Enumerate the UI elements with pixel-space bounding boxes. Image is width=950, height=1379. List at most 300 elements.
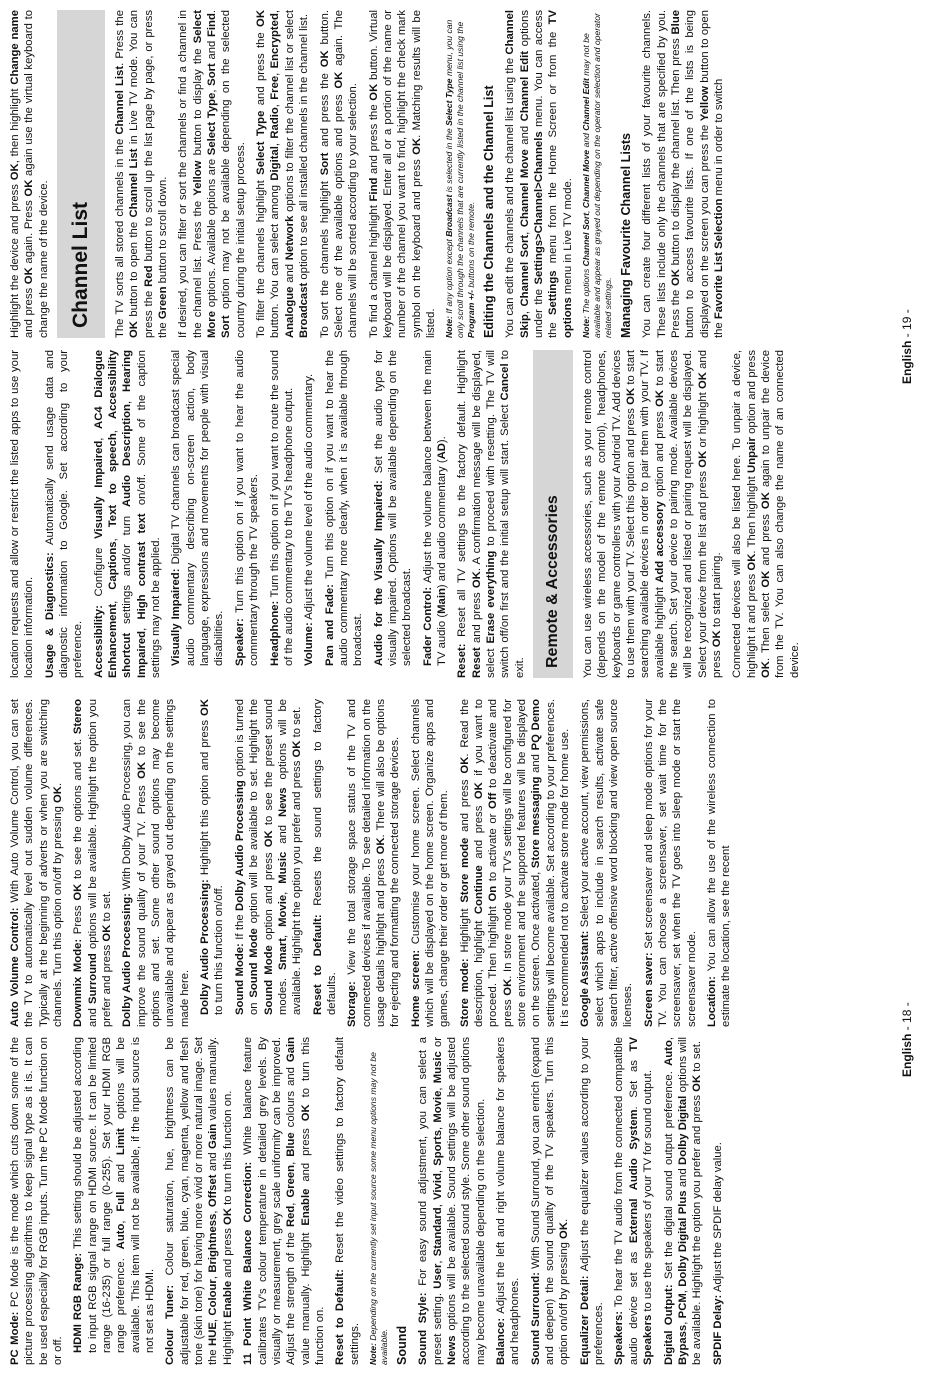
bold-term: Settings>Channel>Channels	[533, 131, 546, 285]
text-run: Set screensaver and sleep mode options for your TV. You can choose a screensaver, set wait time for the screensaver, set when the TV goes into sleep mode or start the screensaver mode.	[642, 699, 698, 1027]
text-run: to turn this function on/off.	[213, 885, 226, 1015]
bold-term: Channel List	[114, 65, 127, 135]
bold-term: Audio for the Visually Impaired:	[372, 480, 385, 666]
bold-term: Music	[431, 1051, 444, 1084]
bold-term: OK	[458, 756, 471, 774]
text-run: ).	[435, 436, 448, 444]
bold-term: OK	[711, 630, 724, 648]
bold-term: OK	[9, 163, 21, 181]
text-run: . A confirmation message will be displayed, select	[470, 350, 497, 678]
text-run: PC Mode is the mode which cuts down some of the picture processing algorithms to keep signal type as it is. It can be used especially for RGB inputs. Turn the PC Mode function on or off.	[9, 1037, 65, 1365]
text-run: again. The channels will be sorted according to your selection.	[332, 10, 360, 338]
text-run: button. Select one of the available options and press	[318, 10, 345, 338]
paragraph	[113, 10, 170, 338]
text-run: to deactivate and press	[487, 699, 514, 1027]
bold-term: Channel Move	[518, 149, 531, 228]
bold-term: Store messaging	[530, 776, 543, 869]
text-run: to turn this function on.	[221, 1090, 234, 1208]
bold-term: Digital Output:	[662, 1284, 675, 1365]
text-run: button to open the	[698, 10, 726, 338]
bold-term: OK	[332, 71, 345, 89]
bold-term: Note:	[367, 1343, 378, 1365]
text-run: options will be available. Highlight the option you prefer and press	[676, 1037, 704, 1365]
text-run: and press	[760, 509, 773, 571]
text-run: button. You can select among	[269, 180, 282, 338]
bold-term: SPDIF Delay:	[711, 1294, 724, 1365]
text-run: ,	[206, 85, 219, 93]
text-run: and	[676, 1164, 689, 1191]
bold-term: Captions	[107, 541, 120, 590]
bold-term: Colour	[207, 1279, 220, 1316]
text-run: The options	[581, 266, 592, 317]
bold-term: AD	[435, 443, 448, 460]
bold-term: Free	[269, 75, 282, 100]
text-run: option and press	[262, 847, 275, 946]
bold-term: Accessibility shortcut	[107, 350, 134, 678]
bold-term: OK	[653, 389, 666, 407]
bold-term: OK	[23, 179, 36, 197]
bold-term: High contrast text	[135, 513, 148, 620]
page-footer	[900, 309, 914, 384]
bold-term: Reset	[470, 647, 483, 678]
bold-term: OK	[291, 740, 304, 758]
text-run: , then highlight	[9, 84, 21, 164]
bold-term: OK	[691, 1074, 704, 1092]
text-run: Adjust the SPDIF delay value.	[711, 1142, 724, 1295]
text-run: in Live TV mode. You can press the	[128, 10, 155, 338]
paragraph	[455, 350, 527, 678]
note	[368, 1037, 389, 1365]
bold-term: OK	[135, 761, 148, 779]
paragraph	[233, 699, 305, 1027]
text-run: button to open the	[128, 217, 141, 322]
bold-term: Auto	[115, 1223, 128, 1250]
text-run: Highlight this option and press	[199, 715, 212, 880]
text-run: ,	[121, 392, 134, 405]
bold-term: Text to speech	[107, 433, 120, 528]
text-run: and press the	[318, 67, 331, 153]
bold-term: Music	[276, 851, 289, 884]
text-run: To hear the TV audio from the connected compatible audio device set as	[613, 1037, 640, 1365]
text-run: options to filter the channel list or select	[283, 10, 296, 216]
paragraph	[345, 699, 402, 1027]
text-run: ,	[107, 419, 120, 434]
paragraph	[71, 699, 114, 1027]
text-run: Turn this option on if you want to hear the audio commentary through the TV speakers.	[233, 350, 261, 666]
text-run: The TV sorts all stored channels in the	[114, 134, 127, 338]
bold-term: Sound Mode	[262, 945, 275, 1015]
bold-term: Store mode:	[458, 958, 471, 1027]
paragraph	[503, 10, 575, 338]
bold-term: OK	[760, 492, 773, 510]
bold-term: Red	[142, 265, 155, 287]
text-run: to activate or	[487, 808, 500, 886]
bold-term: Find	[367, 177, 380, 202]
bold-term: News	[276, 787, 289, 818]
bold-term: Blue	[285, 1132, 298, 1157]
text-run: If any option except	[444, 236, 455, 317]
text-run: options will be available. Sound settings will be adjusted according to the selected sound style. Some other sound options may become unavailable depending on the selection.	[446, 1037, 487, 1365]
paragraph	[92, 350, 164, 678]
paragraph	[233, 350, 262, 678]
bold-term: Sound Mode	[248, 928, 261, 998]
text-run: ,	[276, 883, 289, 895]
text-run: to set.	[291, 706, 304, 741]
bold-term: Radio	[269, 107, 282, 139]
paragraph	[71, 1037, 157, 1365]
bold-term: News	[446, 1335, 459, 1365]
paragraph	[318, 10, 361, 338]
text-run: menu in order to switch	[713, 78, 726, 199]
paragraph	[302, 350, 316, 678]
text-run: If desired, you can filter or sort the channels or find a channel in the channel list. Press the	[177, 10, 204, 338]
bold-term: Brightness	[207, 1213, 220, 1273]
bold-term: OK	[221, 1208, 234, 1225]
bold-term: HDMI RGB Range:	[72, 1252, 85, 1353]
bold-term: Colour Tuner:	[164, 1284, 177, 1365]
bold-term: Red	[285, 1205, 298, 1228]
paragraph	[333, 1037, 362, 1365]
text-run: to start searching available devices in order to pair them with your TV. If available highlight	[625, 350, 666, 678]
bold-term: OK	[318, 50, 331, 68]
bold-term: OK	[199, 699, 212, 716]
bold-term: Add accessory	[653, 501, 666, 583]
text-run: Reset the video settings to factory default settings.	[334, 1037, 361, 1365]
text-run: again to unpair the device from the TV. You can also change the name of an connected device.	[760, 350, 801, 678]
paragraph	[198, 699, 227, 1027]
text-run: to see the preset sound modes.	[262, 699, 289, 1015]
bold-term: Channel List	[128, 148, 141, 218]
text-run: ,	[431, 1256, 444, 1264]
bold-term: Favorite List Selection	[713, 198, 726, 320]
bold-term: OK	[374, 837, 387, 855]
bold-term: OK	[23, 267, 36, 285]
text-run: . Matching results will be listed.	[410, 10, 437, 338]
page-footer	[900, 1002, 914, 1077]
text-run: View the total storage space status of the TV and connected devices if available. To see detailed information on the usage details highlight and press	[346, 699, 387, 1027]
bold-term: Channel Move	[581, 149, 592, 209]
bold-term: Dolby Audio Processing:	[199, 879, 212, 1015]
text-run: This setting should be adjusted according to input RGB signal range on HDMI source. It can be limited range (16-235) or full range (0-255). Set your HDMI RGB range preference.	[72, 1037, 128, 1353]
text-run: Select your active account, view permissions, select which apps to include in search results, activate safe search filter, active offensive word blocking and view open source licenses.	[579, 699, 635, 1027]
text-run: ,	[518, 227, 531, 235]
text-run: and	[581, 130, 592, 150]
bold-term: Pan and Fade:	[323, 584, 336, 666]
text-run: Set the digital sound output preference.	[662, 1065, 675, 1285]
paragraph	[409, 699, 452, 1027]
text-run: option and press	[745, 350, 758, 438]
bold-term: Downmix Mode:	[72, 938, 85, 1027]
text-run: and	[115, 1155, 128, 1192]
text-run: ,	[676, 1318, 689, 1325]
text-run: option to see all installed channels in the channel list.	[298, 13, 311, 283]
paragraph	[254, 10, 311, 338]
paragraph	[8, 10, 51, 338]
bold-term: OK	[558, 1222, 571, 1239]
text-run: ,	[431, 1122, 444, 1130]
text-run: if you want to proceed. Then highlight	[472, 699, 500, 1027]
text-run: .	[558, 1218, 571, 1223]
paragraph	[642, 699, 699, 1027]
paragraph	[169, 350, 226, 678]
text-run: ,	[269, 99, 282, 108]
text-run: or	[431, 1037, 444, 1052]
bold-term: Encrypted	[269, 13, 282, 69]
text-run: and press the	[255, 26, 268, 111]
bold-term: Balance:	[495, 1317, 508, 1365]
text-run: option may not be available depending on the selected country during the initial setup process.	[220, 10, 247, 338]
text-run: ,	[107, 589, 120, 604]
text-run: ) and audio commentary (	[435, 459, 448, 589]
paragraph	[640, 10, 726, 338]
paragraph	[529, 1037, 572, 1365]
text-run: to use the speakers of your TV for sound output.	[642, 1070, 655, 1315]
column-3	[8, 350, 868, 678]
text-run: to set.	[101, 890, 114, 925]
text-run: ,	[135, 619, 148, 631]
bold-term: OK	[299, 1104, 312, 1122]
bold-term: Smart	[276, 937, 289, 970]
text-run: option will be available to set. Highlight the	[248, 699, 261, 929]
bold-term: Settings	[547, 270, 560, 316]
bold-term: OK	[696, 450, 709, 468]
text-run: ,	[662, 1037, 675, 1041]
text-run: ,	[676, 1286, 689, 1294]
bold-term: OK	[760, 570, 773, 588]
text-run: value manually. Highlight	[299, 1225, 312, 1365]
paragraph	[421, 350, 450, 678]
text-run: options will be available. Highlight the option you prefer and press	[276, 699, 304, 1015]
bold-term: Analogue	[283, 286, 296, 338]
bold-term: TV options	[547, 10, 574, 338]
text-run: ,	[269, 10, 282, 14]
footer-language: English	[900, 1033, 914, 1077]
text-run: With Auto Volume Control, you can set the TV to automatically level out sudden volume differences. Typically at the beginning of adverts or when you are switching channels. Turn this option on/off by pressing	[9, 699, 65, 1027]
bold-term: Home screen:	[409, 949, 422, 1027]
bold-term: Channel Sort	[581, 212, 592, 267]
paragraph	[416, 1037, 488, 1365]
text-run: menu. You can access the	[533, 10, 560, 338]
bold-term: OK	[128, 321, 141, 338]
bold-term: Yellow	[698, 86, 711, 122]
paragraph	[241, 1037, 327, 1365]
text-run: To find a channel highlight	[367, 201, 380, 338]
paragraph	[578, 699, 635, 1027]
text-run: You can allow the use of the wireless connection to estimate the location, see the recent	[706, 699, 733, 1027]
text-run: Automatically send usage data and diagnostic information to Google. Set according to your preference.	[43, 350, 85, 678]
bold-term: Change name	[9, 10, 21, 85]
bold-term: Broadcast	[444, 194, 455, 237]
text-run: Colour saturation, hue, brightness can be adjustable for red, green, blue, cyan, magenta, yellow and flesh tone (skin tone) for having more vivid or more natural image. Set the	[164, 1037, 220, 1365]
bold-term: Dolby Digital Plus	[676, 1190, 689, 1287]
bold-term: Channel Sort	[518, 234, 531, 307]
text-run: . Read the description, highlight	[458, 699, 485, 1027]
bold-term: Fader Control:	[421, 586, 434, 666]
paragraph	[458, 699, 573, 1027]
paragraph	[311, 699, 340, 1027]
bold-term: Volume:	[303, 622, 316, 666]
bold-term: OK	[745, 553, 758, 571]
bold-term: OK	[760, 661, 773, 678]
text-run: button to display the channel list. Then press	[670, 34, 683, 270]
text-run: options will be available. Highlight the option you prefer and press	[86, 699, 114, 1027]
bold-term: Broadcast	[298, 282, 311, 338]
text-run: and	[283, 260, 296, 287]
bold-term: Usage & Diagnostics:	[43, 552, 56, 678]
text-run: options. Available options are	[206, 155, 219, 311]
column-1	[8, 1037, 868, 1365]
bold-term: OK	[696, 372, 709, 390]
paragraph	[8, 1037, 65, 1365]
bold-term: Reset:	[456, 643, 469, 678]
text-run: options will be available. This item will not be available, if the input source is not set as HDMI.	[115, 1037, 157, 1353]
text-run: to start pairing.	[711, 552, 724, 631]
bold-term: Sort	[206, 63, 219, 86]
column-2	[8, 699, 868, 1027]
text-run: button to scroll up the list page by page, or press the	[142, 10, 170, 338]
bold-term: Headphone:	[268, 600, 281, 666]
text-run: to set.	[691, 1040, 704, 1075]
text-run: . Set as	[627, 1051, 640, 1110]
bold-term: AC4 Dialogue Enhancement	[92, 350, 120, 678]
text-run: settings will become available. Set according to your preferences. It is recommended not to activate store mode for home use.	[544, 699, 572, 1027]
text-run: Adjust the equalizer values according to your preferences.	[578, 1037, 606, 1365]
bold-term: Full	[115, 1191, 128, 1212]
bold-term: Store mode	[458, 837, 471, 903]
note	[581, 10, 613, 338]
paragraph	[578, 1037, 607, 1365]
bold-term: Network	[283, 215, 296, 261]
bold-term: Reset to Default:	[311, 914, 324, 1015]
text-run: ,	[285, 1156, 298, 1165]
text-run: Highlight the device and press	[9, 180, 21, 338]
bold-term: OK	[52, 786, 65, 803]
text-run: You can use wireless accessories, such as your remote control (depends on the model of the remote control), headphones, keyboards or game controllers with your Android TV. Add devices to use them with your TV. Select this option and press	[582, 350, 638, 678]
bold-term: HUE	[207, 1322, 220, 1346]
bold-term: Auto Volume Control:	[9, 907, 21, 1027]
section-heading-channel-list: Channel List	[57, 10, 105, 338]
bold-term: Offset	[207, 1174, 220, 1208]
text-run: is selected in the	[444, 125, 455, 195]
bold-term: Sound Surround:	[529, 1272, 542, 1365]
paragraph	[268, 350, 297, 678]
text-run: . Then select	[760, 587, 773, 662]
bold-term: 11 Point White Balance Correction:	[242, 1161, 255, 1365]
bold-term: Movie	[276, 894, 289, 927]
text-run: again use the virtual keyboard to change the name of the device.	[23, 10, 50, 338]
text-run: . Press the	[114, 10, 127, 66]
bold-term: OK	[367, 83, 380, 101]
text-run: location requests and allow or restrict the listed apps to use your location information.	[9, 350, 36, 678]
text-run: or highlight	[696, 389, 709, 451]
page-number: - 18 -	[900, 1002, 914, 1031]
text-run: to start the search. Set your device to pairing mode. Available devices will be recognized and listed or pairing request will be displayed. Select your device from the list and press	[653, 350, 709, 678]
bold-term: Equalizer Detail:	[578, 1275, 591, 1365]
bold-term: Sound Style:	[417, 1292, 430, 1365]
bold-term: Visually Impaired:	[170, 568, 183, 666]
footer-language: English	[900, 340, 914, 384]
text-run: settings and/or turn	[121, 507, 134, 633]
text-run: Resets the sound settings to factory defaults.	[311, 699, 338, 1015]
bold-term: Location:	[706, 976, 719, 1027]
bold-term: Dolby Audio Processing:	[121, 893, 134, 1027]
bold-term: Limit	[115, 1128, 128, 1156]
paragraph	[8, 350, 37, 678]
section-heading-editing-channels: Editing the Channels and the Channel List	[482, 85, 497, 338]
bold-term: Note:	[444, 316, 455, 338]
text-run: and press	[299, 1121, 312, 1189]
bold-term: OK	[625, 387, 638, 405]
text-run: .	[52, 782, 65, 787]
text-run: With Sound Surround, you can enrich (expand and deepen) the sound quality of the TV speakers. Turn this option on/off by pressing	[529, 1037, 571, 1365]
paragraph	[581, 350, 724, 678]
text-run: To filter the channels highlight	[255, 174, 268, 338]
bold-term: OK	[262, 830, 275, 848]
bold-term: OK	[470, 571, 483, 589]
text-run: and press the	[367, 100, 380, 178]
bold-term: Continue	[472, 865, 485, 915]
section-heading-favourite-lists: Managing Favourite Channel Lists	[619, 132, 634, 338]
text-run: menu in Live TV mode.	[561, 178, 574, 298]
text-run: . Then highlight	[745, 472, 758, 554]
text-run: and press	[472, 799, 485, 866]
text-run: may not be available and appear as grayed out depending on the operator selection and operator related settings.	[581, 13, 613, 338]
text-run: again. Press	[23, 196, 36, 268]
paragraph	[662, 1037, 705, 1365]
text-run: You can edit the channels and the channel list using the	[504, 54, 517, 338]
bold-term: Dolby Digital	[676, 1095, 689, 1165]
bold-term: Enable	[299, 1188, 312, 1226]
text-run: ,	[107, 527, 120, 542]
bold-term: Storage:	[346, 981, 359, 1027]
text-run: and press	[23, 284, 36, 338]
text-run: For easy sound adjustment, you can select a preset setting.	[417, 1037, 444, 1365]
bold-term: Audio Description	[121, 404, 134, 508]
text-run: ,	[276, 926, 289, 938]
paragraph	[323, 350, 366, 678]
text-run: ,	[581, 208, 592, 213]
paragraph	[705, 699, 734, 1027]
text-run: ,	[431, 1199, 444, 1208]
bold-term: Cancel	[499, 363, 512, 401]
text-run: ,	[207, 1272, 220, 1280]
text-run: and	[206, 36, 219, 64]
text-run: ,	[207, 1315, 220, 1323]
bold-term: Program +/-	[465, 290, 476, 338]
text-run: . There will also be options for ejecting and formatting the connected storage devices.	[374, 699, 402, 1027]
bold-term: OK	[255, 10, 268, 27]
text-run: to turn this function on.	[299, 1037, 326, 1365]
text-run: and press	[221, 1224, 234, 1281]
text-run: White balance feature calibrates TV's colour temperature in detailed grey levels. By visually or measurement, grey scale uniformity can be improved. Adjust the strength of the	[242, 1037, 298, 1365]
bold-term: Movie	[431, 1090, 444, 1123]
bold-term: Visually Impaired	[92, 440, 105, 539]
bold-term: OK	[501, 978, 514, 996]
paragraph	[494, 1037, 523, 1365]
text-run: ,	[431, 1083, 444, 1091]
text-run: Reset all TV settings to the factory default. Highlight	[456, 350, 469, 644]
bold-term: Sort	[220, 315, 233, 338]
section-heading-remote-accessories: Remote & Accessories	[533, 350, 573, 678]
bold-term: Find	[206, 13, 219, 37]
text-run: If the	[233, 910, 246, 944]
bold-term: OK	[472, 782, 485, 800]
bold-term: OK	[670, 269, 683, 287]
text-run: and	[530, 750, 543, 777]
text-run: Set the audio type for visually impaired. Options will be available depending on the selected broadcast.	[372, 350, 414, 666]
bold-term: Erase everything	[484, 550, 497, 644]
bold-term: PC Mode:	[9, 1311, 21, 1365]
